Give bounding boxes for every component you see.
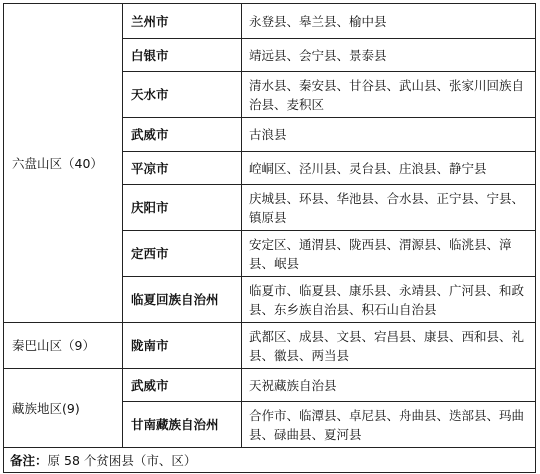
table-row bbox=[4, 4, 536, 39]
note-text: 原 58 个贫困县（市、区） bbox=[47, 452, 197, 468]
table-row bbox=[4, 323, 536, 369]
city-cell: 天水市 bbox=[123, 72, 242, 118]
county-cell: 古浪县 bbox=[242, 118, 536, 152]
region-cell: 六盘山区（40） bbox=[4, 4, 123, 323]
county-cell: 临夏市、临夏县、康乐县、永靖县、广河县、和政县、东乡族自治县、积石山自治县 bbox=[242, 277, 536, 323]
region-cell: 秦巴山区（9） bbox=[4, 323, 123, 369]
table-row bbox=[4, 448, 536, 473]
county-cell: 合作市、临潭县、卓尼县、舟曲县、迭部县、玛曲县、碌曲县、夏河县 bbox=[242, 402, 536, 448]
table-row bbox=[4, 369, 536, 402]
note-label: 备注： bbox=[10, 452, 48, 468]
city-cell: 庆阳市 bbox=[123, 185, 242, 231]
region-cell: 藏族地区(9) bbox=[4, 369, 123, 448]
city-cell: 白银市 bbox=[123, 39, 242, 72]
note-cell bbox=[4, 448, 536, 473]
county-cell: 永登县、皋兰县、榆中县 bbox=[242, 4, 536, 39]
city-cell: 平凉市 bbox=[123, 152, 242, 185]
poverty-county-table-container bbox=[3, 3, 536, 473]
county-cell: 庆城县、环县、华池县、合水县、正宁县、宁县、镇原县 bbox=[242, 185, 536, 231]
county-cell: 安定区、通渭县、陇西县、渭源县、临洮县、漳县、岷县 bbox=[242, 231, 536, 277]
county-cell: 武都区、成县、文县、宕昌县、康县、西和县、礼县、徽县、两当县 bbox=[242, 323, 536, 369]
city-cell: 武威市 bbox=[123, 369, 242, 402]
poverty-county-table bbox=[3, 3, 536, 473]
city-cell: 兰州市 bbox=[123, 4, 242, 39]
county-cell: 天祝藏族自治县 bbox=[242, 369, 536, 402]
county-cell: 清水县、秦安县、甘谷县、武山县、张家川回族自治县、麦积区 bbox=[242, 72, 536, 118]
city-cell: 定西市 bbox=[123, 231, 242, 277]
county-cell: 崆峒区、泾川县、灵台县、庄浪县、静宁县 bbox=[242, 152, 536, 185]
county-cell: 靖远县、会宁县、景泰县 bbox=[242, 39, 536, 72]
city-cell: 武威市 bbox=[123, 118, 242, 152]
city-cell: 陇南市 bbox=[123, 323, 242, 369]
city-cell: 临夏回族自治州 bbox=[123, 277, 242, 323]
city-cell: 甘南藏族自治州 bbox=[123, 402, 242, 448]
